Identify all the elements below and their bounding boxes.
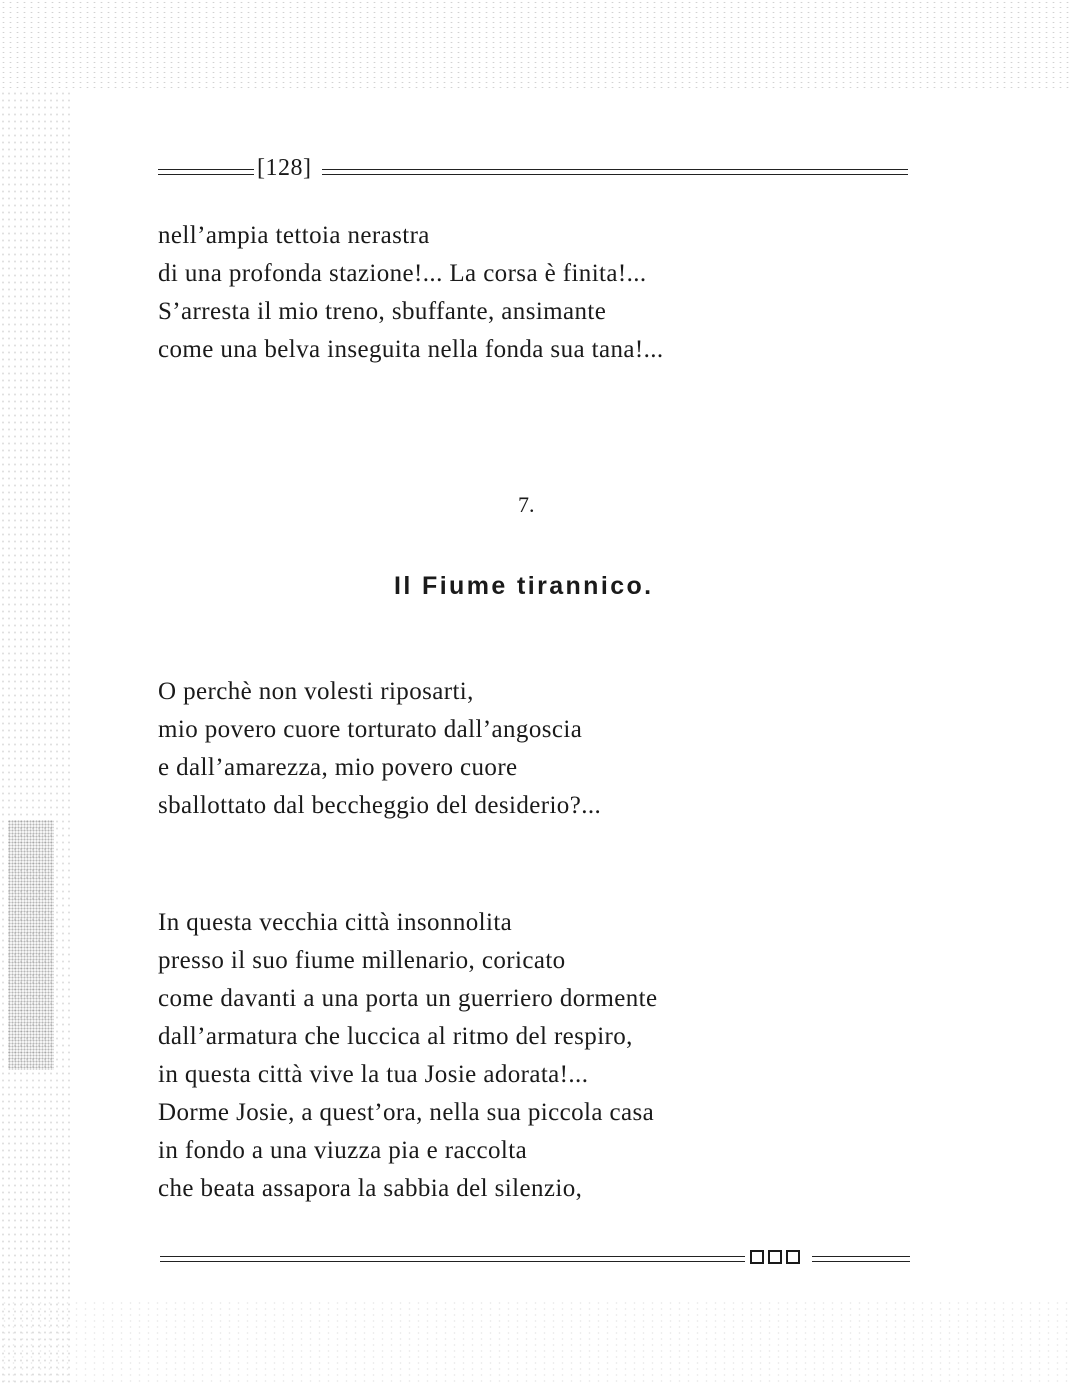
- page-number: [128]: [257, 155, 312, 181]
- scan-noise-bottom: [0, 1300, 1071, 1384]
- ornament-box-icon: [750, 1250, 764, 1264]
- scan-noise-left: [0, 90, 70, 1384]
- ornament-box-icon: [768, 1250, 782, 1264]
- verse-line: come davanti a una porta un guerriero dormente: [158, 985, 658, 1012]
- header-rule-left: [158, 169, 254, 175]
- section-number: 7.: [518, 492, 535, 517]
- verse-line: presso il suo fiume millenario, coricato: [158, 947, 566, 974]
- verse-line: in fondo a una viuzza pia e raccolta: [158, 1137, 528, 1164]
- verse-line: e dall’amarezza, mio povero cuore: [158, 754, 518, 781]
- verse-line: sballottato dal beccheggio del desiderio?...: [158, 792, 602, 819]
- footer-rule-right: [812, 1256, 910, 1262]
- scan-noise-top: [0, 0, 1071, 90]
- footer-ornament: [750, 1250, 800, 1264]
- verse-line: O perchè non volesti riposarti,: [158, 678, 474, 705]
- verse-line: mio povero cuore torturato dall’angoscia: [158, 716, 583, 743]
- stanza-2: [158, 904, 657, 1208]
- stanza-1: [158, 673, 601, 825]
- poem-title: Il Fiume tirannico.: [394, 572, 654, 600]
- verse-line: S’arresta il mio treno, sbuffante, ansimante: [158, 298, 607, 325]
- verse-line: in questa città vive la tua Josie adorata!...: [158, 1061, 589, 1088]
- verse-line: che beata assapora la sabbia del silenzio,: [158, 1175, 583, 1202]
- verse-line: di una profonda stazione!... La corsa è finita!...: [158, 260, 647, 287]
- verse-line: In questa vecchia città insonnolita: [158, 909, 513, 936]
- verse-line: dall’armatura che luccica al ritmo del respiro,: [158, 1023, 633, 1050]
- verse-line: Dorme Josie, a quest’ora, nella sua piccola casa: [158, 1099, 655, 1126]
- header-rule-right: [322, 169, 908, 175]
- ornament-box-icon: [786, 1250, 800, 1264]
- scan-smudge: [8, 820, 54, 1070]
- verse-line: nell’ampia tettoia nerastra: [158, 222, 430, 249]
- page-footer: [160, 1250, 910, 1270]
- verse-line: come una belva inseguita nella fonda sua tana!...: [158, 336, 664, 363]
- footer-rule-left: [160, 1256, 745, 1262]
- stanza-continued: [158, 217, 664, 369]
- page-header: [158, 155, 908, 189]
